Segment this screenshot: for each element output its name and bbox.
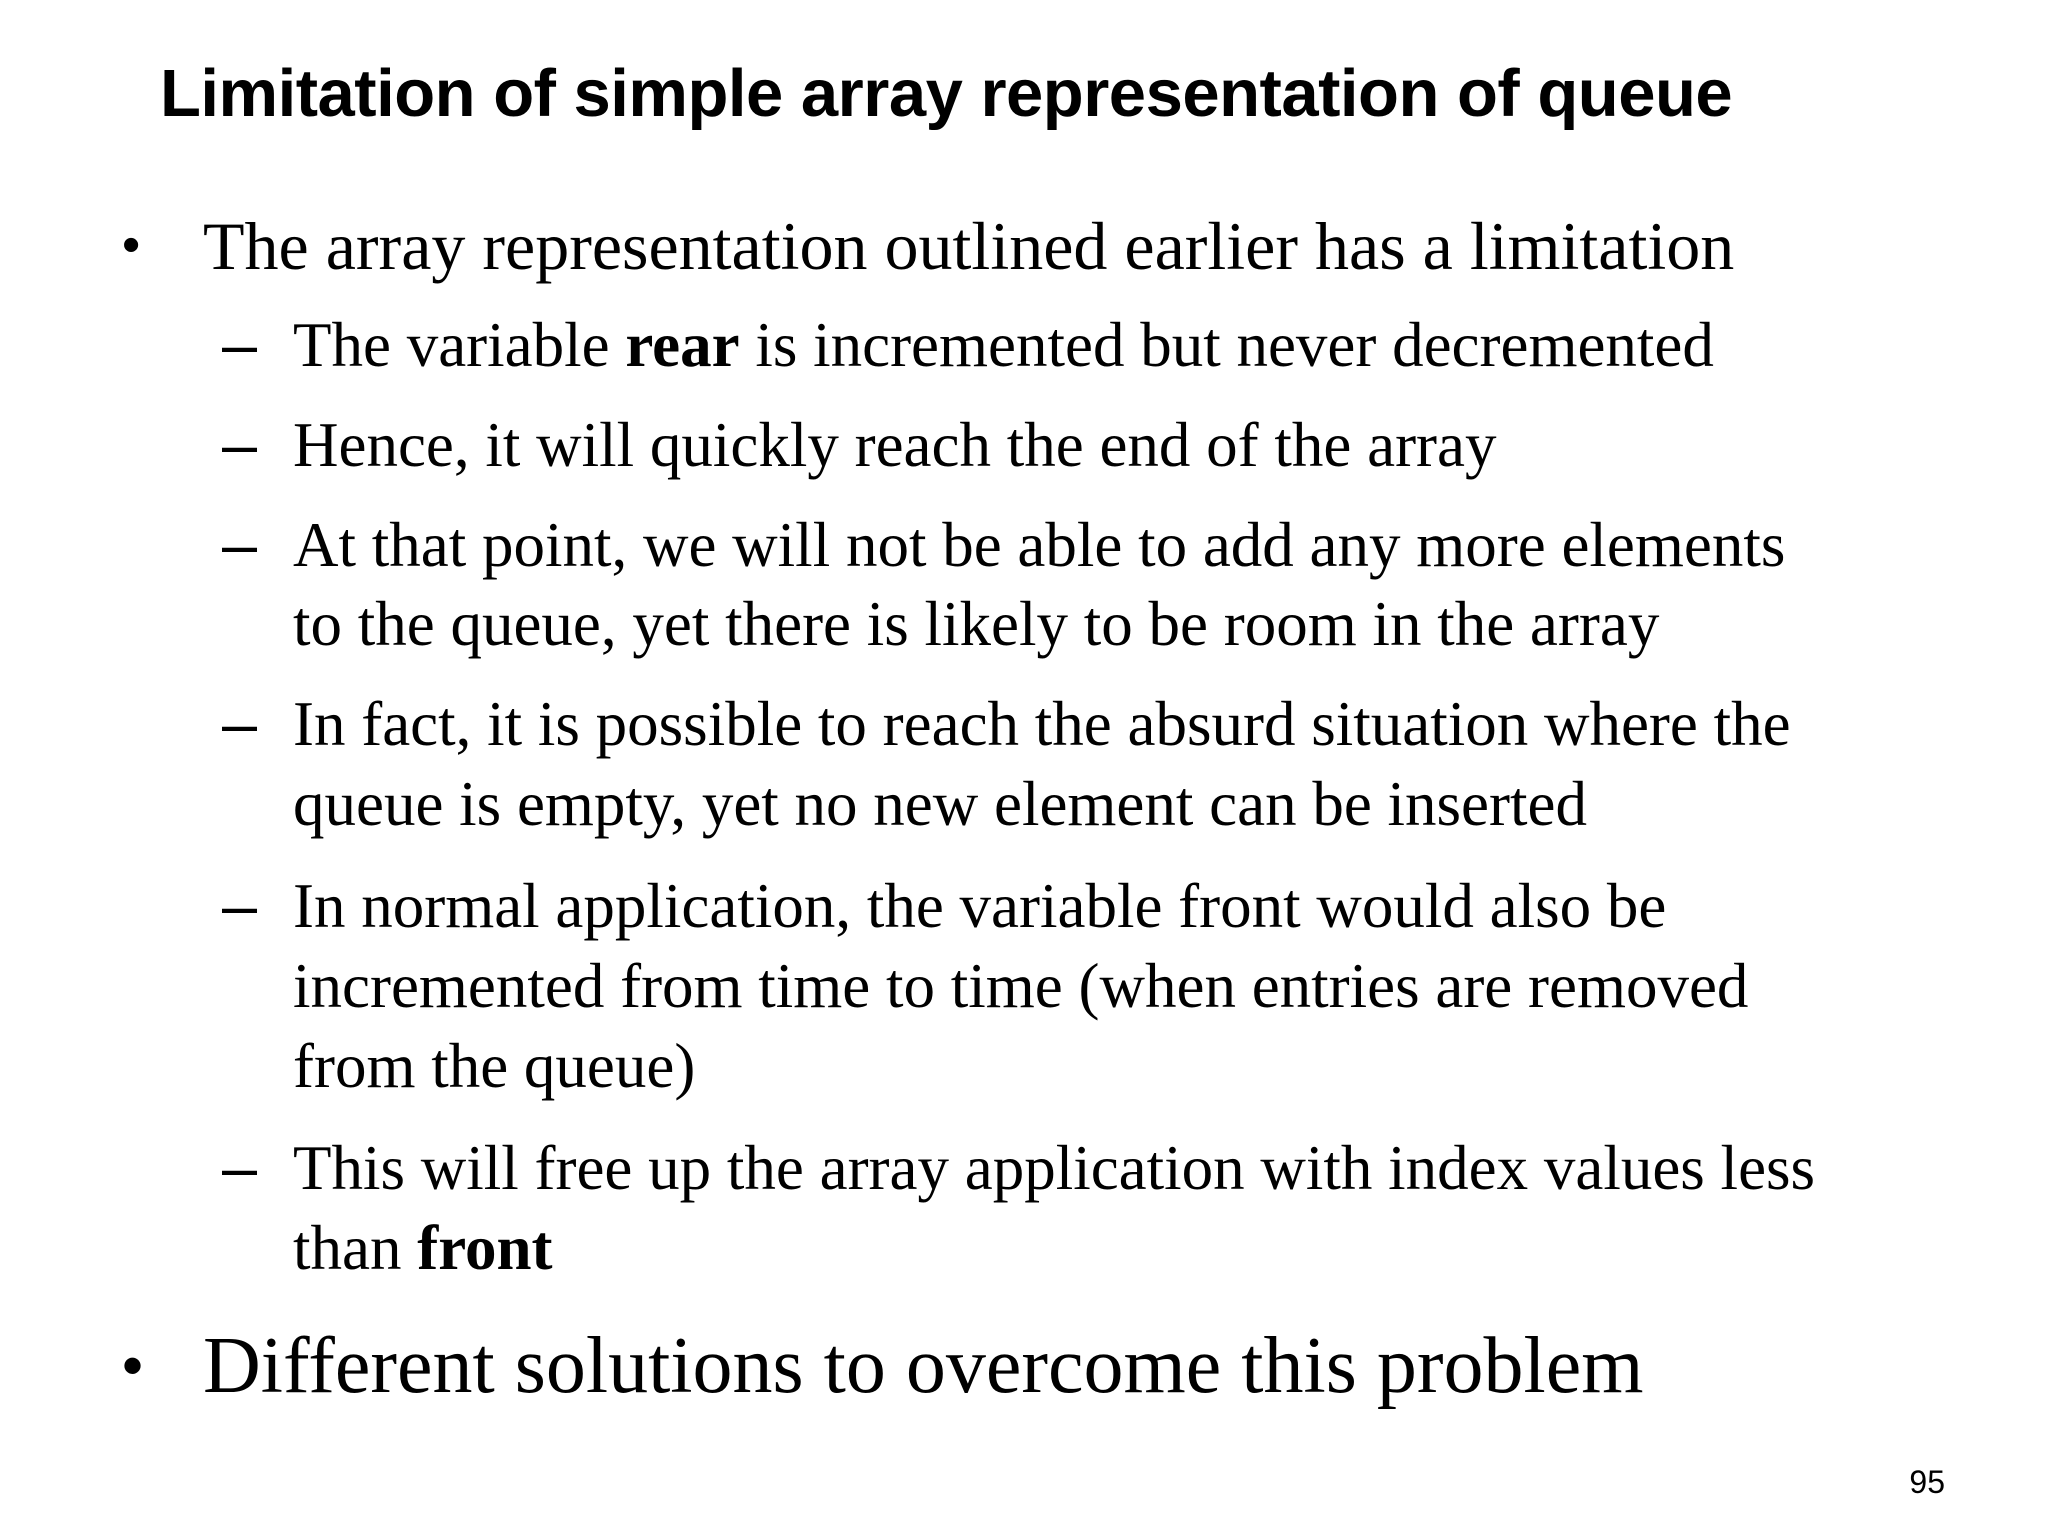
sub-bullet-dash: – <box>222 410 258 480</box>
sub-bullet-dash: – <box>222 510 258 580</box>
sub-bullet-dash: – <box>222 871 258 941</box>
sub-bullet-cannot-add-line2: to the queue, yet there is likely to be room in the array <box>293 589 1660 659</box>
sub-bullet-text: than <box>293 1213 418 1283</box>
sub-bullet-free-up-line2 <box>293 1208 553 1288</box>
sub-bullet-text: The variable <box>293 310 626 380</box>
keyword-rear: rear <box>625 310 740 380</box>
sub-bullet-absurd-line2: queue is empty, yet no new element can be inserted <box>293 769 1587 839</box>
sub-bullet-free-up-line1: This will free up the array application with index values less <box>293 1133 1816 1203</box>
slide-title: Limitation of simple array representation of queue <box>160 56 1733 131</box>
keyword-front: front <box>417 1213 553 1283</box>
sub-bullet-absurd-line1: In fact, it is possible to reach the absurd situation where the <box>293 689 1791 759</box>
sub-bullet-cannot-add-line1: At that point, we will not be able to add any more elements <box>293 510 1786 580</box>
sub-bullet-text: is incremented but never decremented <box>739 310 1714 380</box>
bullet-solutions: Different solutions to overcome this problem <box>203 1322 1644 1410</box>
page-number: 95 <box>1909 1464 1945 1500</box>
sub-bullet-rear <box>293 305 1714 385</box>
sub-bullet-front-line3: from the queue) <box>293 1031 696 1101</box>
sub-bullet-dash: – <box>222 689 258 759</box>
bullet-dot: • <box>122 216 141 274</box>
sub-bullet-front-line1: In normal application, the variable front would also be <box>293 871 1667 941</box>
sub-bullet-end-of-array: Hence, it will quickly reach the end of the array <box>293 410 1497 480</box>
sub-bullet-front-line2: incremented from time to time (when entries are removed <box>293 951 1749 1021</box>
sub-bullet-dash: – <box>222 1133 258 1203</box>
bullet-dot: • <box>122 1332 144 1399</box>
bullet-main: The array representation outlined earlier has a limitation <box>203 208 1735 284</box>
sub-bullet-dash: – <box>222 310 258 380</box>
